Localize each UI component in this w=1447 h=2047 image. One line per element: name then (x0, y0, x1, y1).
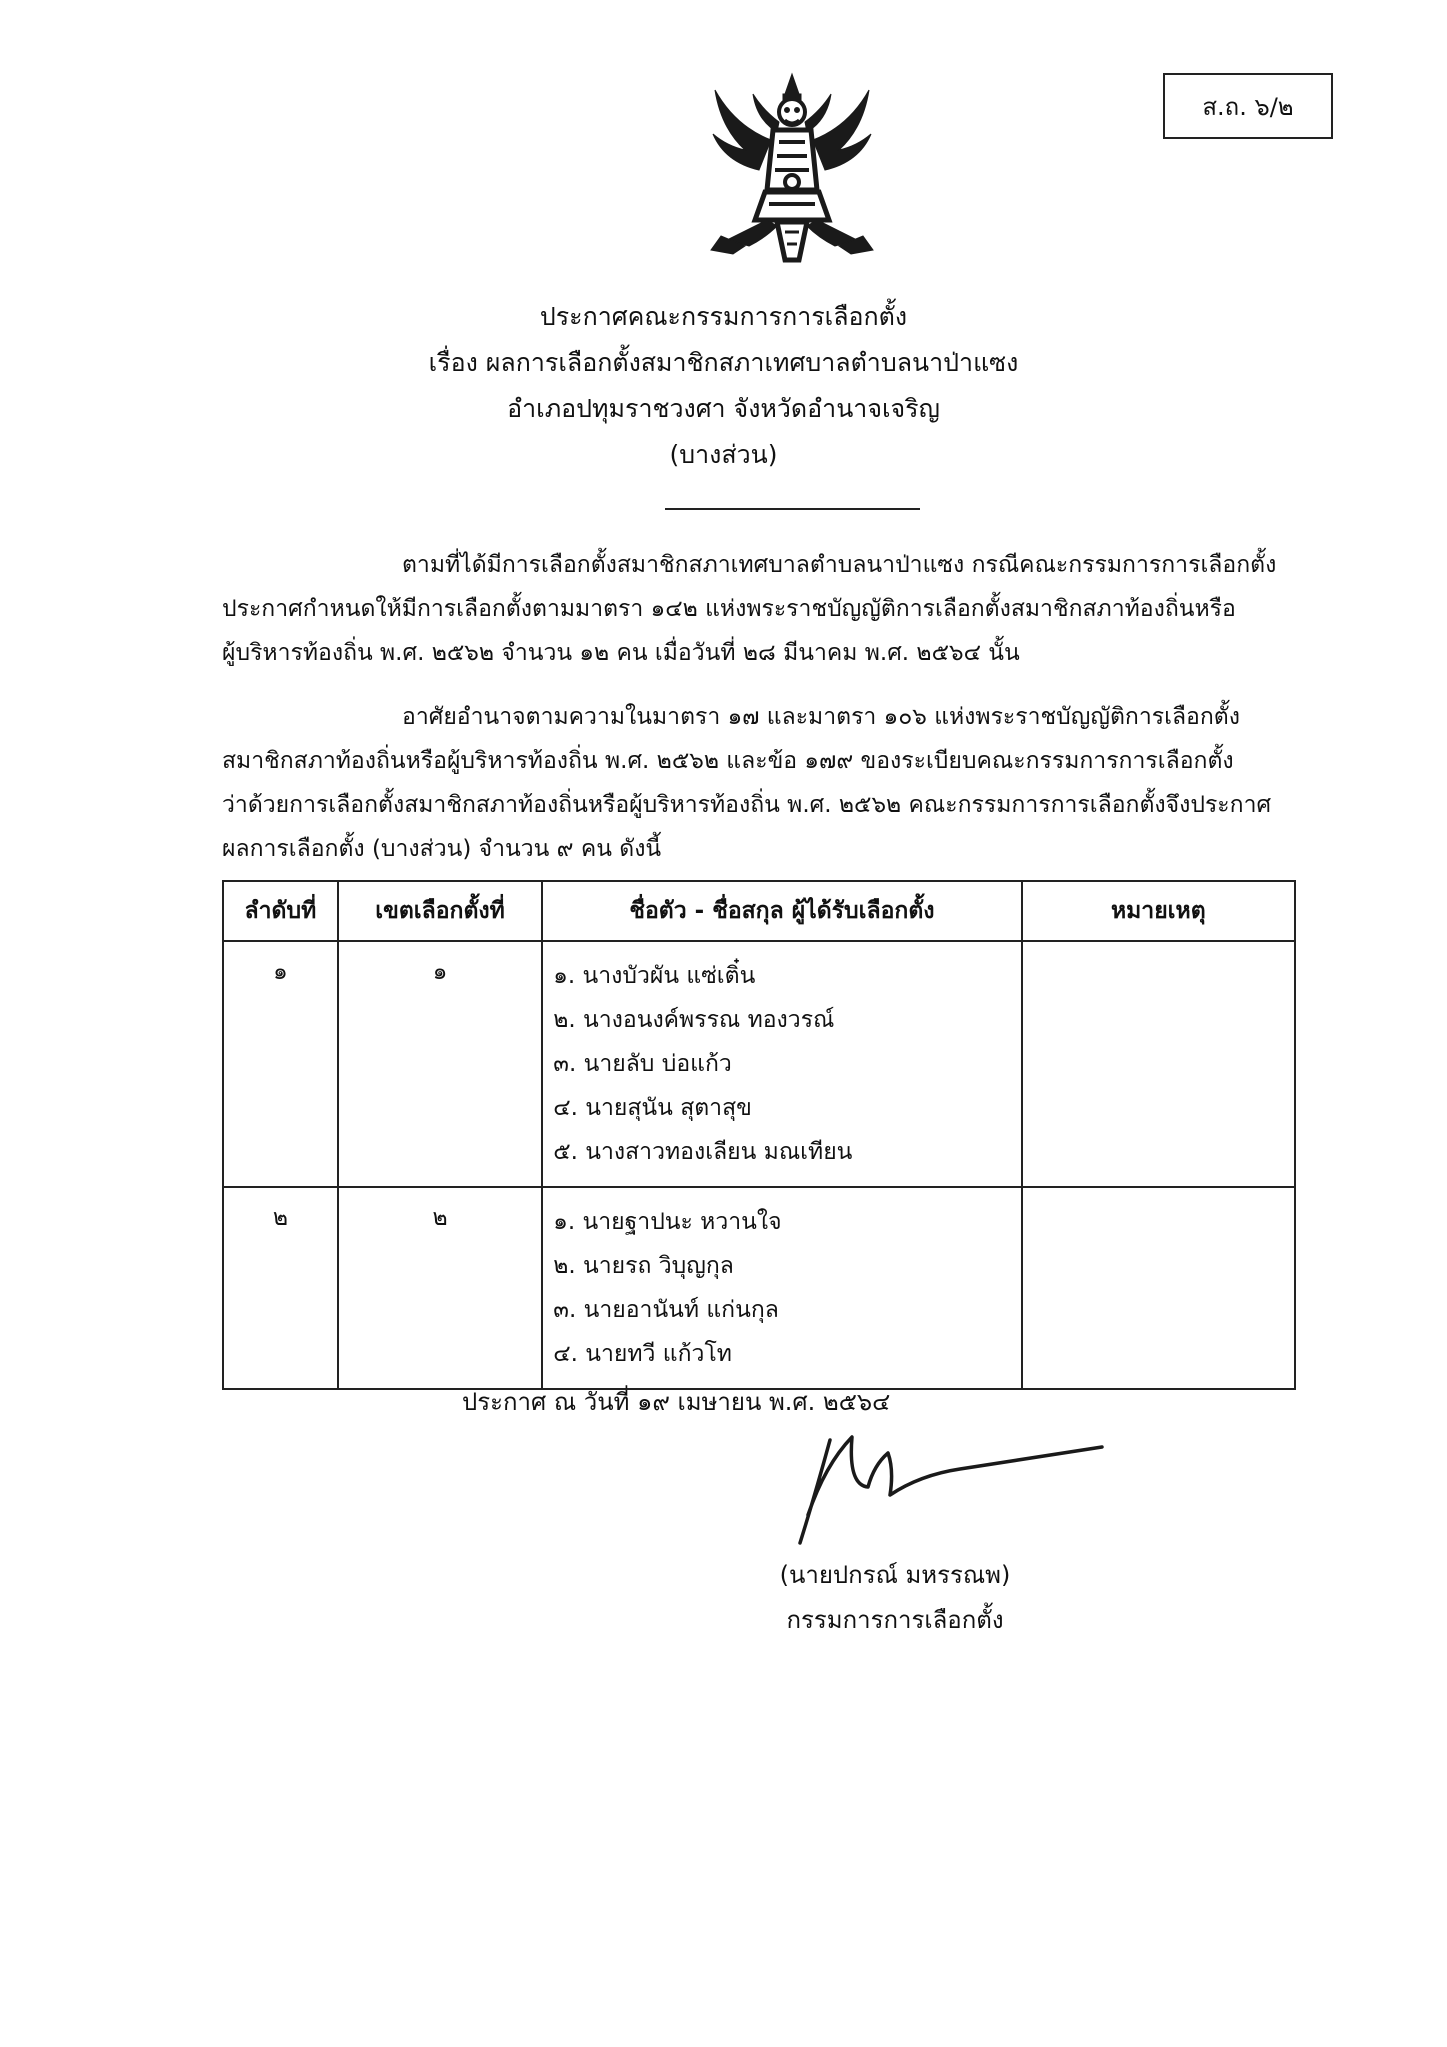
paragraph-line: ว่าด้วยการเลือกตั้งสมาชิกสภาท้องถิ่นหรือผู้บริหารท้องถิ่น พ.ศ. ๒๕๖๒ คณะกรรมการการเลือกตั้งจึงประกาศ (222, 792, 1272, 818)
heading-partial: (บางส่วน) (669, 440, 778, 469)
paragraph-line: อาศัยอำนาจตามความในมาตรา ๑๗ และมาตรา ๑๐๖ แห่งพระราชบัญญัติการเลือกตั้ง (402, 704, 1240, 730)
cell-winners (542, 941, 1021, 1187)
cell-district: ๒ (338, 1187, 542, 1389)
table-row (223, 941, 1295, 1187)
election-results-table (222, 880, 1296, 1390)
cell-remark (1022, 1187, 1295, 1389)
heading-divider (665, 508, 920, 510)
signer-name: (นายปกรณ์ มหรรณพ) (779, 1561, 1011, 1589)
table-header-row (223, 881, 1295, 941)
heading-subject: เรื่อง ผลการเลือกตั้งสมาชิกสภาเทศบาลตำบลนาป่าแซง (428, 348, 1019, 377)
cell-district: ๑ (338, 941, 542, 1187)
heading-title: ประกาศคณะกรรมการการเลือกตั้ง (539, 302, 908, 331)
cell-winners (542, 1187, 1021, 1389)
cell-order: ๑ (223, 941, 338, 1187)
signer-position: กรรมการการเลือกตั้ง (786, 1606, 1004, 1634)
header-order: ลำดับที่ (223, 881, 338, 941)
paragraph-line: ประกาศกำหนดให้มีการเลือกตั้งตามมาตรา ๑๔๒ แห่งพระราชบัญญัติการเลือกตั้งสมาชิกสภาท้องถิ่นหรือ (222, 596, 1236, 622)
paragraph-line: ผู้บริหารท้องถิ่น พ.ศ. ๒๕๖๒ จำนวน ๑๒ คน เมื่อวันที่ ๒๘ มีนาคม พ.ศ. ๒๕๖๔ นั้น (222, 640, 1020, 666)
paragraph-line: ตามที่ได้มีการเลือกตั้งสมาชิกสภาเทศบาลตำบลนาป่าแซง กรณีคณะกรรมการการเลือกตั้ง (402, 552, 1277, 578)
winner-name: ๔. นายสุนัน สุตาสุข (553, 1095, 752, 1121)
garuda-emblem (705, 70, 880, 270)
header-district: เขตเลือกตั้งที่ (338, 881, 542, 941)
cell-order: ๒ (223, 1187, 338, 1389)
announcement-date: ประกาศ ณ วันที่ ๑๙ เมษายน พ.ศ. ๒๕๖๔ (462, 1388, 891, 1416)
header-remark: หมายเหตุ (1022, 881, 1295, 941)
paragraph-line: สมาชิกสภาท้องถิ่นหรือผู้บริหารท้องถิ่น พ.ศ. ๒๕๖๒ และข้อ ๑๗๙ ของระเบียบคณะกรรมการการเลือกตั้ง (222, 748, 1234, 774)
handwritten-signature (770, 1425, 1110, 1550)
winner-name: ๒. นางอนงค์พรรณ ทองวรณ์ (553, 1007, 835, 1033)
winner-name: ๒. นายรถ วิบุญกุล (553, 1253, 734, 1279)
paragraph-background (222, 543, 1314, 675)
cell-remark (1022, 941, 1295, 1187)
winner-name: ๑. นางบัวผัน แซ่เติ๋น (553, 963, 756, 989)
winner-name: ๕. นางสาวทองเลียน มณเทียน (553, 1139, 853, 1165)
document-code: ส.ถ. ๖/๒ (1202, 92, 1294, 121)
paragraph-line: ผลการเลือกตั้ง (บางส่วน) จำนวน ๙ คน ดังนี้ (222, 836, 662, 862)
winner-name: ๓. นายลับ บ่อแก้ว (553, 1051, 732, 1077)
document-code-box (1163, 73, 1333, 139)
winner-name: ๑. นายฐาปนะ หวานใจ (553, 1209, 782, 1235)
winner-name: ๓. นายอานันท์ แก่นกุล (553, 1297, 779, 1323)
header-name: ชื่อตัว - ชื่อสกุล ผู้ได้รับเลือกตั้ง (542, 881, 1021, 941)
heading-location: อำเภอปทุมราชวงศา จังหวัดอำนาจเจริญ (507, 394, 940, 423)
paragraph-authority (222, 695, 1314, 871)
table-row (223, 1187, 1295, 1389)
winner-name: ๔. นายทวี แก้วโท (553, 1341, 732, 1367)
